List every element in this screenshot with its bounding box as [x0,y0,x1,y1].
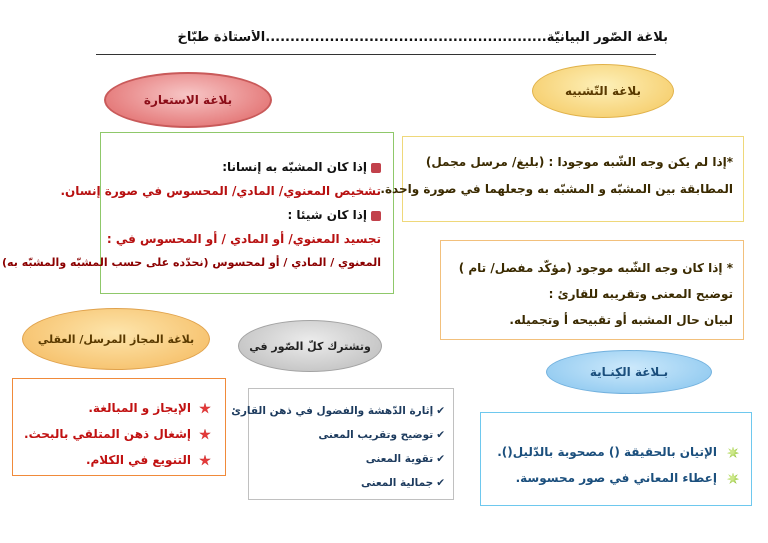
istiara-line-5: المعنوي / المادي / أو لمحسوس (نحدّده على حسب المشبّه والمشبّه به) [2,256,381,269]
tashbih-line-1: *إذا لم يكن وجه الشّبه موجودا : (بليغ/ مرسل مجمل) [425,155,733,169]
green-flower-bullet-icon [727,447,739,459]
shared-item-1: إثارة الدّهشة والفضول في ذهن القارئ [231,405,434,417]
oval-kinaya-label: بـلاغة الكِنـاية [589,365,669,379]
oval-shared [238,320,382,372]
check-icon: ✔ [436,453,445,465]
header-title: بلاغة الصّور البيانيّة.........................................................الأستاذة طبّاخ [177,30,668,45]
star-bullet-icon [199,429,211,441]
kinaya-box [480,412,752,506]
list-item [487,439,739,465]
list-item [231,399,445,423]
list-item [253,471,445,495]
oval-tashbih [532,64,674,118]
list-item [19,447,211,473]
flower-bullet-icon [371,163,381,173]
majaz-box [12,378,226,476]
majaz-item-2: إشغال ذهن المتلقي بالبحث. [24,427,191,441]
istiara-box [2,132,394,294]
tashbih-box [380,136,744,222]
oval-majaz-label: بلاغة المجاز المرسل/ العقلي [37,332,195,346]
page-header [80,30,668,54]
check-icon: ✔ [436,405,445,417]
tashbih-line-2: المطابقة بين المشبّه و المشبّه به وجعلهما في صورة واحدة. [380,182,733,196]
kinaya-item-1: الإتيان بالحقيقة () مصحوبة بالدّليل(). [497,445,717,459]
istiara-line-4: تجسيد المعنوي/ أو المادي / أو المحسوس في : [106,232,381,246]
majaz-item-1: الإيجاز و المبالغة. [88,401,191,415]
shared-box [231,388,454,500]
kinaya-item-2: إعطاء المعاني في صور محسوسة. [515,471,717,485]
check-icon: ✔ [436,429,445,441]
header-rule [96,54,656,55]
oval-majaz [22,308,210,370]
list-item [253,447,445,471]
oval-kinaya [546,350,712,394]
shared-item-4: جمالية المعنى [360,477,434,489]
istiara-line-3: إذا كان شيئا : [287,208,367,222]
flower-bullet-icon [371,211,381,221]
oval-istiara [104,72,272,128]
tashbih2-line-1: * إذا كان وجه الشّبه موجود (مؤكّد مفصل/ تام ) [458,261,733,275]
oval-shared-label: وتشترك كلّ الصّور في [249,339,371,353]
list-item [19,395,211,421]
list-item [487,465,739,491]
star-bullet-icon [199,403,211,415]
green-flower-bullet-icon [727,473,739,485]
oval-istiara-label: بلاغة الاستعارة [143,93,233,107]
istiara-line-2: تشخيص المعنوي/ المادي/ المحسوس في صورة إنسان. [60,184,381,198]
istiara-line-1: إذا كان المشبّه به إنسانا: [222,160,367,174]
check-icon: ✔ [436,477,445,489]
tashbih2-line-3: لبيان حال المشبه أو تقبيحه أ وتجميله. [509,313,733,327]
majaz-item-3: التنويع في الكلام. [85,453,191,467]
oval-tashbih-label: بلاغة التّشبيه [564,84,642,98]
shared-item-2: توضيح وتقريب المعنى [318,429,434,441]
shared-item-3: تقوية المعنى [365,453,434,465]
list-item [253,423,445,447]
tashbih-box-2 [440,240,744,340]
star-bullet-icon [199,455,211,467]
tashbih2-line-2: توضيح المعنى وتقريبه للقارئ : [548,287,733,301]
list-item [19,421,211,447]
